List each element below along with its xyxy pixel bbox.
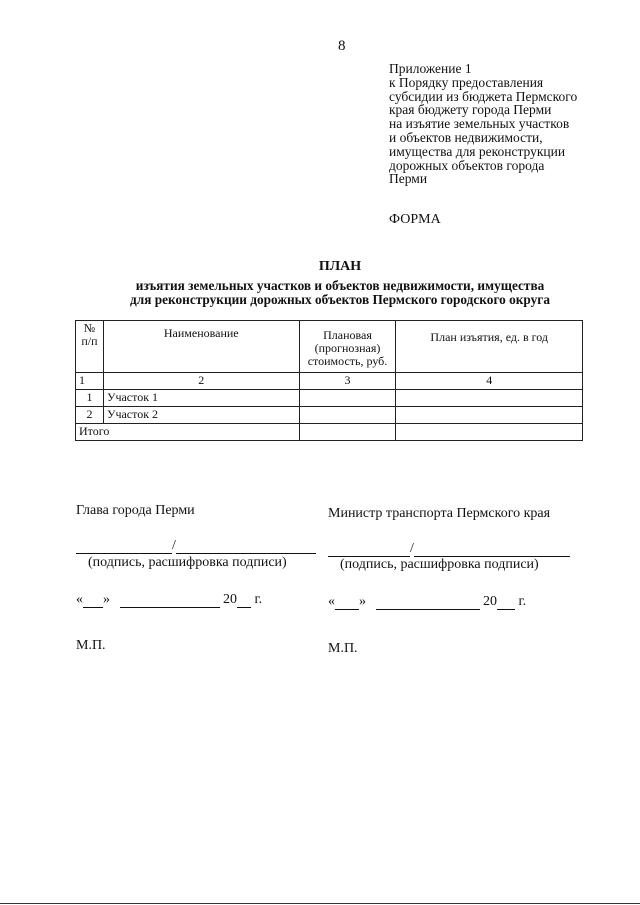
appendix-line: Перми: [389, 171, 428, 187]
row-plan[interactable]: [396, 407, 583, 424]
plan-title: ПЛАН: [318, 259, 362, 274]
plan-subtitle-line: для реконструкции дорожных объектов Пермского городского округа: [130, 292, 550, 307]
appendix-line: имущества для реконструкции: [389, 143, 566, 159]
form-label: ФОРМА: [389, 212, 441, 227]
right-date-line[interactable]: [328, 594, 526, 610]
quote-open: «: [76, 592, 83, 607]
appendix-header: [389, 62, 577, 186]
plan-subtitle-line: изъятия земельных участков и объектов недвижимости, имущества: [135, 278, 545, 293]
left-signature-caption: (подпись, расшифровка подписи): [88, 555, 287, 570]
header-num: № п/п: [76, 321, 104, 373]
right-signature-caption: (подпись, расшифровка подписи): [340, 557, 539, 572]
page-bottom-rule: [0, 903, 640, 904]
quote-close: »: [103, 592, 110, 607]
quote-close: »: [359, 594, 366, 609]
plan-table: [75, 320, 583, 441]
appendix-line: к Порядку предоставления: [389, 74, 544, 90]
quote-open: «: [328, 594, 335, 609]
right-stamp-label: М.П.: [328, 641, 358, 656]
right-date-suffix: г.: [518, 594, 527, 609]
total-plan[interactable]: [396, 424, 583, 441]
total-row: [76, 424, 583, 441]
header-plan: План изъятия, ед. в год: [396, 321, 583, 373]
plan-subtitle: [60, 279, 620, 307]
left-stamp-label: М.П.: [76, 638, 106, 653]
row-cost[interactable]: [299, 407, 396, 424]
right-signature-line[interactable]: /: [328, 541, 570, 557]
table-row: [76, 390, 583, 407]
appendix-line: на изъятие земельных участков: [389, 116, 570, 132]
appendix-line: и объектов недвижимости,: [389, 129, 543, 145]
appendix-line: субсидии из бюджета Пермского: [389, 88, 578, 104]
row-plan[interactable]: [396, 390, 583, 407]
row-name: Участок 1: [103, 390, 299, 407]
table-header-row: [76, 321, 583, 373]
left-date-line[interactable]: [76, 592, 262, 608]
row-num: 1: [76, 390, 104, 407]
appendix-line: края бюджету города Перми: [389, 102, 552, 118]
column-number: 1: [76, 373, 104, 390]
appendix-line: Приложение 1: [389, 61, 472, 76]
header-name: Наименование: [103, 321, 299, 373]
appendix-line: дорожных объектов города: [389, 157, 545, 173]
column-number: 3: [299, 373, 396, 390]
column-number: 4: [396, 373, 583, 390]
column-number-row: [76, 373, 583, 390]
column-number: 2: [103, 373, 299, 390]
page-number: 8: [338, 38, 346, 54]
row-num: 2: [76, 407, 104, 424]
left-date-year: 20: [223, 592, 237, 607]
header-cost: Плановая (прогнозная) стоимость, руб.: [299, 321, 396, 373]
total-label: Итого: [76, 424, 300, 441]
right-date-year: 20: [483, 594, 497, 609]
left-signature-line[interactable]: /: [76, 538, 316, 554]
table-row: [76, 407, 583, 424]
total-cost[interactable]: [299, 424, 396, 441]
row-name: Участок 2: [103, 407, 299, 424]
right-signatory-title: Министр транспорта Пермского края: [328, 506, 551, 521]
row-cost[interactable]: [299, 390, 396, 407]
left-date-suffix: г.: [254, 592, 263, 607]
left-signatory-title: Глава города Перми: [76, 503, 195, 518]
